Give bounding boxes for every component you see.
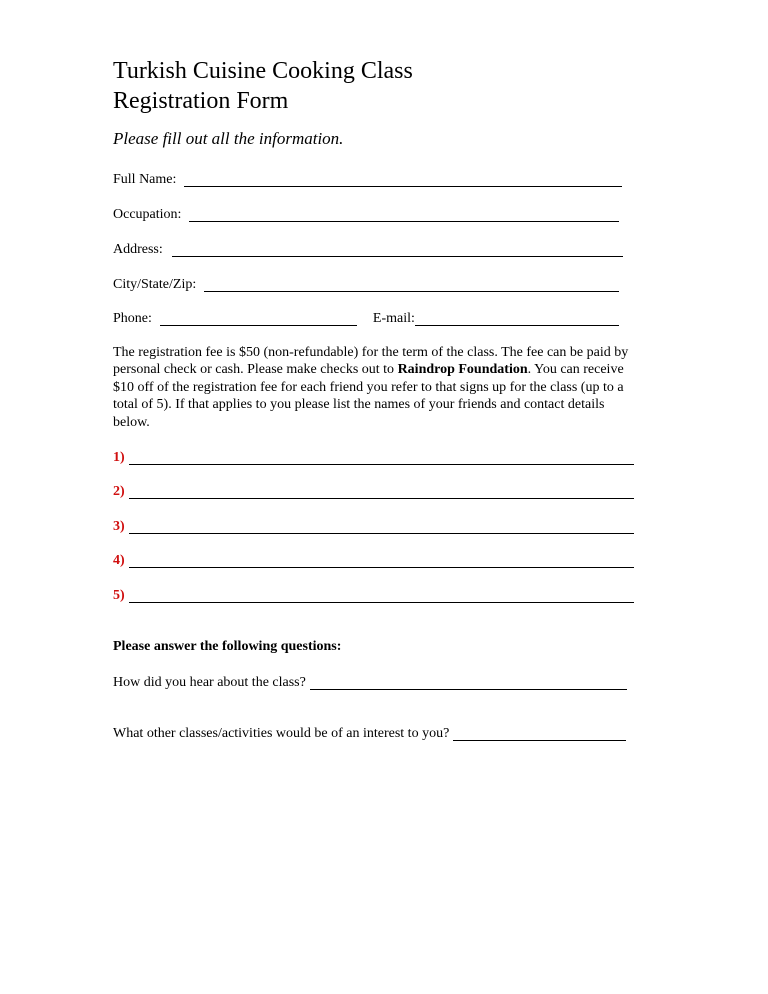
referral-field-5[interactable] [129, 589, 634, 603]
form-instructions: Please fill out all the information. [113, 129, 344, 148]
city-state-zip-label: City/State/Zip: [113, 277, 197, 292]
referral-row-1 [113, 448, 634, 466]
question-1-row [113, 673, 627, 691]
address-row [113, 240, 623, 258]
phone-label: Phone: [113, 311, 152, 326]
question-2-label: What other classes/activities would be of an interest to you? [113, 726, 450, 741]
referral-number: 2) [113, 484, 125, 499]
referral-row-2 [113, 482, 634, 500]
full-name-label: Full Name: [113, 172, 177, 187]
form-title-line-2: Registration Form [113, 88, 289, 114]
occupation-field[interactable] [189, 208, 619, 222]
referral-field-1[interactable] [129, 451, 634, 465]
question-1-field[interactable] [310, 676, 627, 690]
question-2-field[interactable] [453, 727, 626, 741]
city-state-zip-field[interactable] [204, 278, 619, 292]
full-name-row [113, 170, 622, 188]
form-title-line-1: Turkish Cuisine Cooking Class [113, 58, 413, 84]
question-1-label: How did you hear about the class? [113, 675, 306, 690]
referral-number: 3) [113, 519, 125, 534]
referral-number: 5) [113, 588, 125, 603]
referral-number: 1) [113, 450, 125, 465]
question-2-row [113, 724, 626, 742]
email-label: E-mail: [372, 311, 415, 326]
occupation-row [113, 205, 619, 223]
referral-field-2[interactable] [129, 485, 634, 499]
phone-email-row [113, 309, 619, 327]
referral-field-4[interactable] [129, 554, 634, 568]
occupation-label: Occupation: [113, 207, 182, 222]
address-field[interactable] [172, 243, 623, 257]
referral-row-5 [113, 586, 634, 604]
registration-fee-info [113, 344, 641, 431]
fee-info-text-start: The registration fee is $50 (non-refundable) for the term of the class. The fee can be paid by personal check or cash. Please make checks out to [113, 345, 629, 378]
address-label: Address: [113, 242, 163, 257]
payee-name: Raindrop Foundation [397, 362, 528, 378]
referral-row-4 [113, 551, 634, 569]
city-state-zip-row [113, 275, 619, 293]
referral-field-3[interactable] [129, 520, 634, 534]
email-field[interactable] [415, 312, 619, 326]
fee-info-text-end: . You can receive $10 off of the registration fee for each friend you refer to that signs up for the class (up to a total of 5). If that applies to you please list the names of your friends and contact details below. [113, 362, 624, 430]
questions-heading: Please answer the following questions: [113, 639, 342, 654]
referral-number: 4) [113, 553, 125, 568]
phone-field[interactable] [160, 312, 357, 326]
full-name-field[interactable] [184, 173, 622, 187]
referral-row-3 [113, 517, 634, 535]
